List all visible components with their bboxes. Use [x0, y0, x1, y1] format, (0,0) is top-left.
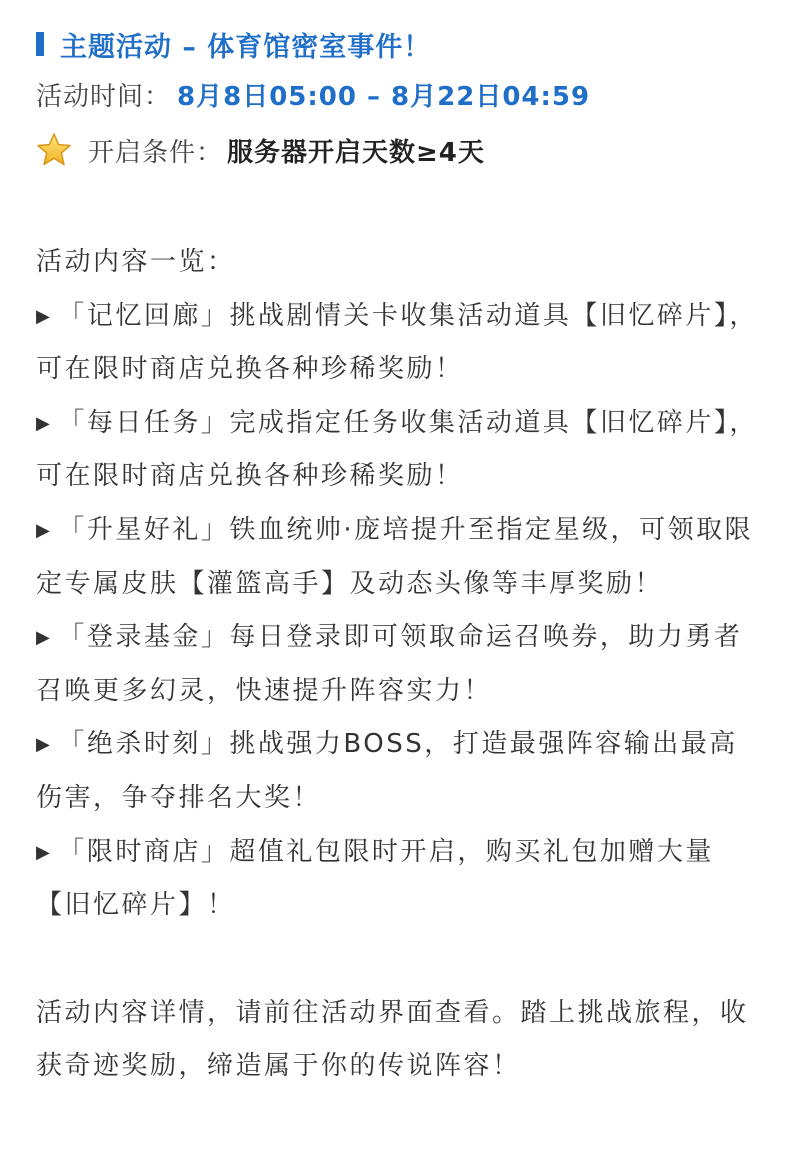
event-time-label: 活动时间：	[36, 81, 172, 112]
paragraph-spacer	[36, 933, 760, 987]
event-title-text: 主题活动 – 体育馆密室事件！	[60, 31, 432, 63]
section-spacer	[36, 178, 760, 236]
list-item-text: 「登录基金」每日登录即可领取命运召唤券，助力勇者召唤更多幻灵，快速提升阵容实力！	[36, 622, 743, 706]
event-title	[36, 22, 760, 66]
unlock-condition-value: 服务器开启天数≥4天	[227, 137, 485, 168]
unlock-condition-row	[36, 122, 760, 178]
list-item	[36, 504, 760, 611]
list-item	[36, 290, 760, 397]
event-time-row	[36, 66, 760, 122]
star-icon	[36, 132, 72, 168]
unlock-condition-label: 开启条件：	[88, 137, 224, 168]
event-time-value: 8月8日05:00 – 8月22日04:59	[177, 81, 591, 112]
bullet-icon: ▶	[36, 627, 53, 649]
bullet-icon: ▶	[36, 519, 53, 541]
bullet-icon: ▶	[36, 305, 53, 327]
list-item	[36, 718, 760, 825]
list-item-text: 「每日任务」完成指定任务收集活动道具【旧忆碎片】，可在限时商店兑换各种珍稀奖励！	[36, 407, 758, 492]
overview-section	[36, 236, 760, 1094]
list-item	[36, 826, 760, 933]
bullet-icon: ▶	[36, 841, 53, 863]
list-item-text: 「绝杀时刻」挑战强力BOSS，打造最强阵容输出最高伤害，争夺排名大奖！	[36, 729, 738, 813]
list-item-text: 「记忆回廊」挑战剧情关卡收集活动道具【旧忆碎片】，可在限时商店兑换各种珍稀奖励！	[36, 300, 758, 385]
closing-paragraph: 活动内容详情，请前往活动界面查看。踏上挑战旅程，收获奇迹奖励，缔造属于你的传说阵容！	[36, 997, 749, 1082]
list-item	[36, 397, 760, 504]
list-item	[36, 611, 760, 718]
bullet-icon: ▶	[36, 734, 53, 756]
bullet-icon: ▶	[36, 412, 53, 434]
overview-heading: 活动内容一览：	[36, 247, 236, 277]
list-item-text: 「限时商店」超值礼包限时开启，购买礼包加赠大量【旧忆碎片】！	[36, 836, 714, 921]
list-item-text: 「升星好礼」铁血统帅·庞培提升至指定星级，可领取限定专属皮肤【灌篮高手】及动态头像等丰厚奖励！	[36, 514, 754, 599]
title-accent-bar	[36, 32, 44, 56]
